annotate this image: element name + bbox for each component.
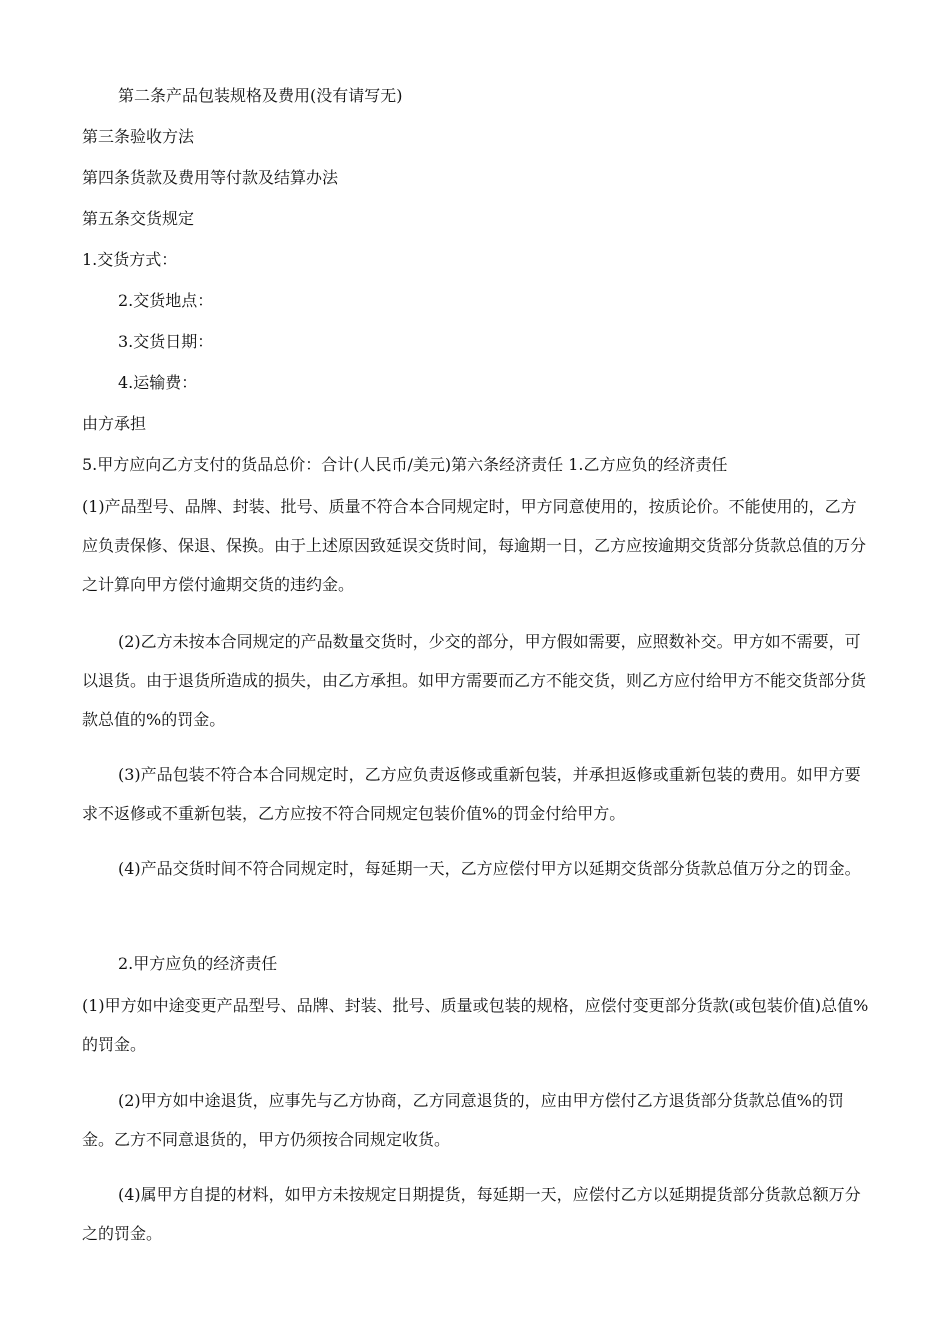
article-3-heading: 第三条验收方法 [82,127,195,146]
shipping-fee: 4.运输费： [118,373,198,392]
article-5-heading: 第五条交货规定 [82,209,195,228]
party-b-clause-3-text: (3)产品包装不符合本合同规定时，乙方应负责返修或重新包装，并承担返修或重新包装的费用。如甲方要求不返修或不重新包装，乙方应按不符合同规定包装价值%的罚金付给甲方。 [82,765,861,823]
total-price-line: 5.甲方应向乙方支付的货品总价：合计(人民币/美元)第六条经济责任 1.乙方应负的经济责任 [82,455,728,474]
party-a-clause-2 [82,1081,869,1159]
party-a-clause-1: (1)甲方如中途变更产品型号、品牌、封装、批号、质量或包装的规格，应偿付变更部分货款(或包装价值)总值%的罚金。 [82,996,869,1054]
party-a-responsibility-heading: 2.甲方应负的经济责任 [118,954,278,973]
party-b-clause-3 [82,755,869,833]
party-a-clause-4-text: (4)属甲方自提的材料，如甲方未按规定日期提货，每延期一天，应偿付乙方以延期提货部分货款总额万分之的罚金。 [82,1185,861,1243]
party-a-clause-2-text: (2)甲方如中途退货，应事先与乙方协商，乙方同意退货的，应由甲方偿付乙方退货部分货款总值%的罚金。乙方不同意退货的，甲方仍须按合同规定收货。 [82,1091,844,1149]
party-b-clause-2-text: (2)乙方未按本合同规定的产品数量交货时，少交的部分，甲方假如需要，应照数补交。甲方如不需要，可以退货。由于退货所造成的损失，由乙方承担。如甲方需要而乙方不能交货，则乙方应付给甲方不能交货部分货款总值的%的罚金。 [82,632,867,729]
delivery-method: 1.交货方式： [82,250,178,269]
article-2-heading: 第二条产品包装规格及费用(没有请写无) [118,86,403,105]
party-b-clause-2 [82,622,869,739]
delivery-location: 2.交货地点： [118,291,214,310]
party-a-clause-4 [82,1175,869,1253]
party-b-clause-4 [82,849,869,888]
article-4-heading: 第四条货款及费用等付款及结算办法 [82,168,339,187]
party-b-clause-1: (1)产品型号、品牌、封装、批号、质量不符合本合同规定时，甲方同意使用的，按质论价。不能使用的，乙方应负责保修、保退、保换。由于上述原因致延误交货时间，每逾期一日，乙方应按逾期交货部分货款总值的万分之计算向甲方偿付逾期交货的违约金。 [82,497,867,594]
party-b-clause-4-text: (4)产品交货时间不符合同规定时，每延期一天，乙方应偿付甲方以延期交货部分货款总值万分之的罚金。 [118,859,861,878]
cost-bearer: 由方承担 [82,414,147,433]
delivery-date: 3.交货日期： [118,332,214,351]
